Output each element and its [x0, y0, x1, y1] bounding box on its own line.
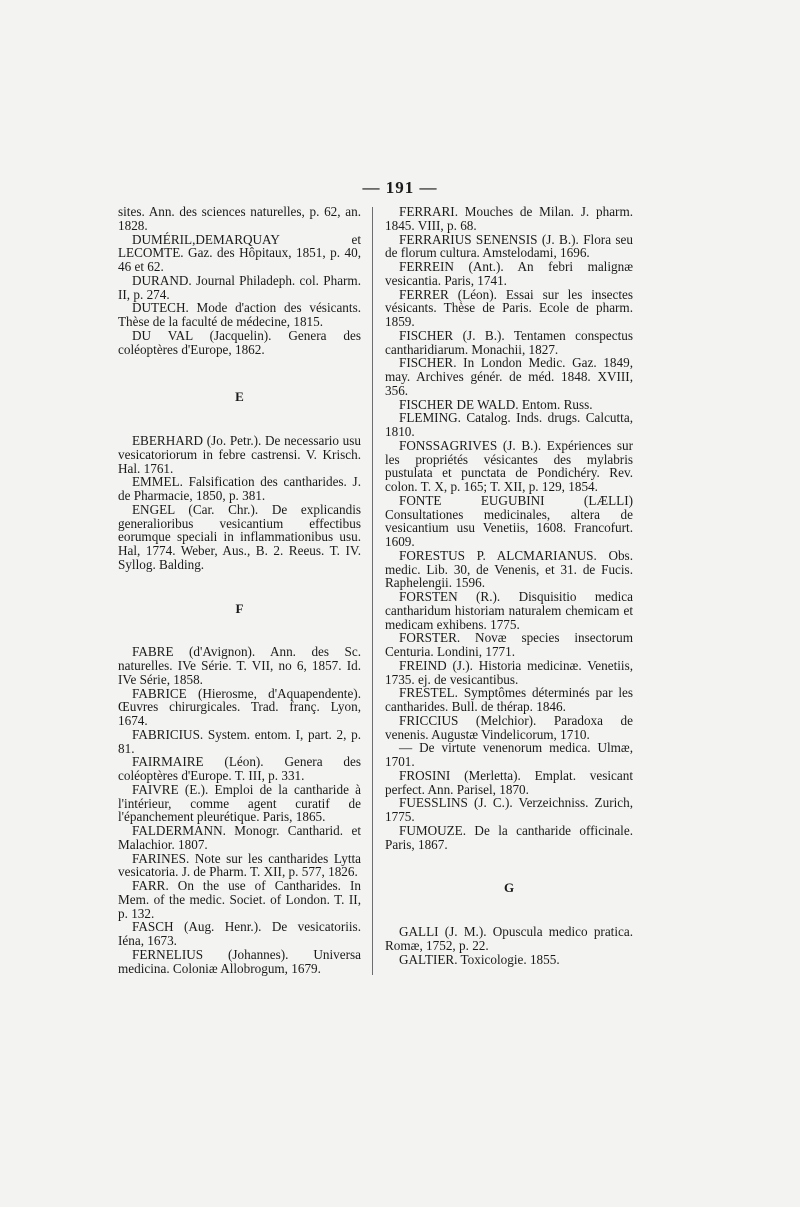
- bibliography-entry: FERREIN (Ant.). An febri malignæ vesicantia. Paris, 1741.: [385, 259, 633, 288]
- bibliography-entry: FARR. On the use of Cantharides. In Mem. of the medic. Societ. of London. T. II, p. 132.: [118, 878, 361, 921]
- bibliography-entry: FABRICIUS. System. entom. I, part. 2, p. 81.: [118, 726, 361, 756]
- bibliography-entry: FISCHER (J. B.). Tentamen conspectus cantharidiarum. Monachii, 1827.: [385, 327, 633, 357]
- bibliography-entry: FREIND (J.). Historia medicinæ. Venetiis, 1735. ej. de vesicantibus.: [385, 657, 633, 687]
- entries-block-g: [385, 925, 633, 966]
- entries-block-e: [118, 434, 361, 572]
- bibliography-entry: GALTIER. Toxicologie. 1855.: [399, 951, 560, 967]
- bibliography-entry: EMMEL. Falsification des cantharides. J. de Pharmacie, 1850, p. 381.: [118, 474, 361, 503]
- bibliography-entry: FORESTUS P. ALCMARIANUS. Obs. medic. Lib. 30, de Venenis, et 31. de Fucis. Raphelengii. 1596.: [385, 547, 633, 591]
- bibliography-entry: DUTECH. Mode d'action des vésicants. Thèse de la faculté de médecine, 1815.: [118, 300, 361, 329]
- bibliography-entry: FUMOUZE. De la cantharide officinale. Paris, 1867.: [385, 822, 633, 852]
- bibliography-entry: FLEMING. Catalog. Inds. drugs. Calcutta, 1810.: [385, 410, 633, 439]
- bibliography-entry: FONSSAGRIVES (J. B.). Expériences sur les propriétés vésicantes des mylabris pustulata et punctata de Pondichéry. Rev. colon. T. X, p. 165; T. XII, p. 129, 1854.: [385, 437, 633, 494]
- bibliography-entry: FABRICE (Hierosme, d'Aquapendente). Œuvres chirurgicales. Trad. franç. Lyon, 1674.: [118, 685, 361, 728]
- bibliography-entry: FRICCIUS (Melchior). Paradoxa de venenis. Augustæ Vindelicorum, 1710.: [385, 712, 633, 742]
- bibliography-entry: ENGEL (Car. Chr.). De explicandis generalioribus vesicantium effectibus eorumque speciali in inflammationibus usu. Hal, 1774. Weber, Aus., B. 2. Reeus. T. IV. Syllog. Balding.: [118, 501, 361, 572]
- bibliography-entry: FASCH (Aug. Henr.). De vesicatoriis. Iéna, 1673.: [118, 919, 361, 948]
- section-letter-g: G: [503, 880, 515, 896]
- page-number: — 191 —: [362, 178, 438, 197]
- bibliography-entry: FISCHER DE WALD. Entom. Russ.: [399, 396, 593, 412]
- bibliography-entry: FABRE (d'Avignon). Ann. des Sc. naturelles. IVe Série. T. VII, no 6, 1857. Id. IVe Série, 1858.: [118, 644, 361, 687]
- entries-block-f: [118, 645, 361, 975]
- bibliography-entry: EBERHARD (Jo. Petr.). De necessario usu vesicatoriorum in febre castrensi. V. Krisch. Hal. 1761.: [118, 433, 361, 476]
- bibliography-entry: FISCHER. In London Medic. Gaz. 1849, may. Archives génér. de méd. 1848. XVIII, 356.: [385, 355, 633, 398]
- bibliography-entry: FORSTER. Novæ species insectorum Centuria. Londini, 1771.: [385, 630, 633, 659]
- bibliography-entry: FERRARIUS SENENSIS (J. B.). Flora seu de florum cultura. Amstelodami, 1696.: [385, 231, 633, 261]
- bibliography-entry: DURAND. Journal Philadeph. col. Pharm. II, p. 274.: [118, 272, 361, 302]
- bibliography-entry: — De virtute venenorum medica. Ulmæ, 1701.: [385, 740, 633, 769]
- bibliography-entry: sites. Ann. des sciences naturelles, p. 62, an. 1828.: [118, 204, 361, 233]
- bibliography-entry: FAIVRE (E.). Emploi de la cantharide à l'intérieur, comme agent curatif de l'épanchement pleurétique. Paris, 1865.: [118, 781, 361, 825]
- bibliography-entry: FERNELIUS (Johannes). Universa medicina. Coloniæ Allobrogum, 1679.: [118, 946, 361, 976]
- left-column: [118, 205, 361, 975]
- right-column: [385, 205, 633, 966]
- bibliography-entry: FRESTEL. Symptômes déterminés par les cantharides. Bull. de thérap. 1846.: [385, 685, 633, 714]
- entries-block-f-continued: [385, 205, 633, 851]
- bibliography-entry: DU VAL (Jacquelin). Genera des coléoptères d'Europe, 1862.: [118, 327, 361, 357]
- bibliography-entry: FUESSLINS (J. C.). Verzeichniss. Zurich, 1775.: [385, 795, 633, 824]
- bibliography-entry: FARINES. Note sur les cantharides Lytta vesicatoria. J. de Pharm. T. XII, p. 577, 1826.: [118, 850, 361, 880]
- section-letter-e: E: [235, 389, 244, 405]
- entries-block-d: [118, 205, 361, 356]
- bibliography-entry: FALDERMANN. Monogr. Cantharid. et Malachior. 1807.: [118, 823, 361, 852]
- section-letter-f: F: [235, 600, 244, 616]
- bibliography-entry: FORSTEN (R.). Disquisitio medica cantharidum historiam naturalem chemicam et medicam exhibens. 1775.: [385, 589, 633, 632]
- bibliography-entry: FERRARI. Mouches de Milan. J. pharm. 1845. VIII, p. 68.: [385, 204, 633, 233]
- bibliography-entry: FERRER (Léon). Essai sur les insectes vésicants. Thèse de Paris. Ecole de pharm. 1859.: [385, 286, 633, 329]
- bibliography-entry: FAIRMAIRE (Léon). Genera des coléoptères d'Europe. T. III, p. 331.: [118, 754, 361, 783]
- bibliography-entry: FROSINI (Merletta). Emplat. vesicant perfect. Ann. Parisel, 1870.: [385, 767, 633, 797]
- column-rule: [372, 207, 373, 975]
- bibliography-entry: FONTE EUGUBINI (LÆLLI) Consultationes medicinales, altera de vesicantium usu Venetiis, 1608. Francofurt. 1609.: [385, 492, 633, 549]
- bibliography-entry: GALLI (J. M.). Opuscula medico pratica. Romæ, 1752, p. 22.: [385, 924, 633, 953]
- bibliography-entry: DUMÉRIL,DEMARQUAY et LECOMTE. Gaz. des Hôpitaux, 1851, p. 40, 46 et 62.: [118, 231, 361, 274]
